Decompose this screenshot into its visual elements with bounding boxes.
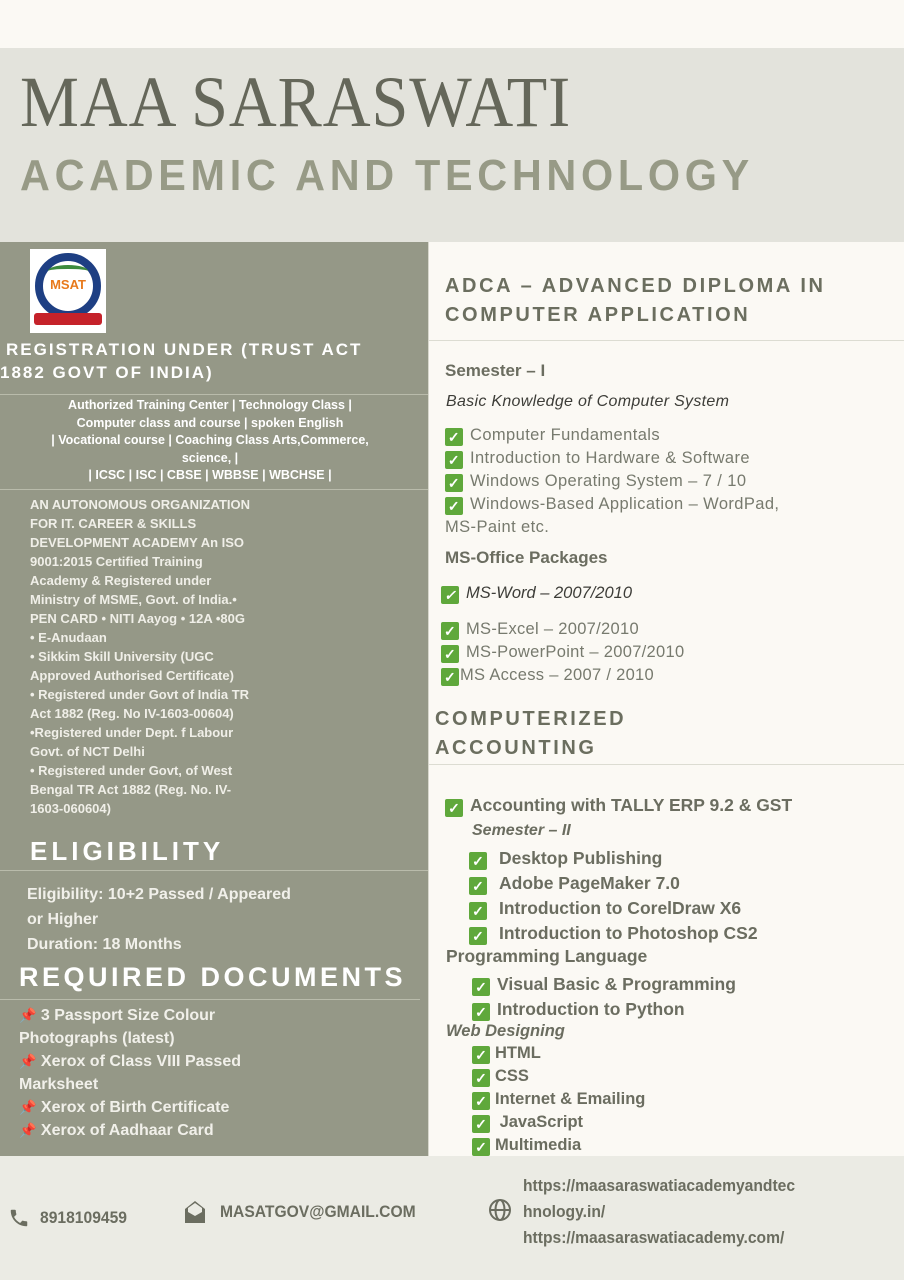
right-panel xyxy=(428,242,904,1156)
list-item: ✓ Visual Basic & Programming xyxy=(472,972,736,997)
left-panel xyxy=(0,242,428,1156)
semester-1-list xyxy=(445,424,865,539)
about-line: 1603-060604) xyxy=(30,801,111,816)
eligibility-line: Duration: 18 Months xyxy=(27,936,182,953)
list-item: ✓ Desktop Publishing xyxy=(469,846,758,871)
pushpin-icon: 📌 xyxy=(19,1122,37,1138)
list-item: ✓ MS-Excel – 2007/2010 xyxy=(441,618,684,641)
adca-line-1: ADCA – ADVANCED DIPLOMA IN xyxy=(445,275,826,297)
check-icon: ✓ xyxy=(441,668,459,686)
tagline-line: | Vocational course | Coaching Class Arts,Commerce, xyxy=(51,433,369,447)
check-icon: ✓ xyxy=(469,902,487,920)
divider xyxy=(0,394,436,395)
page-subtitle: ACADEMIC AND TECHNOLOGY xyxy=(20,151,754,200)
list-item: ✓ Accounting with TALLY ERP 9.2 & GST xyxy=(445,795,792,817)
list-item: 📌 Xerox of Aadhaar Card xyxy=(19,1122,214,1139)
list-item: ✓ Introduction to CorelDraw X6 xyxy=(469,896,758,921)
envelope-icon xyxy=(183,1199,207,1225)
list-item: ✓ CSS xyxy=(472,1065,645,1088)
check-icon: ✓ xyxy=(445,474,463,492)
list-item: ✓ HTML xyxy=(472,1042,645,1065)
check-icon: ✓ xyxy=(472,1046,490,1064)
basic-knowledge-subheading: Basic Knowledge of Computer System xyxy=(446,393,730,410)
check-icon: ✓ xyxy=(441,586,459,604)
ca-line-1: COMPUTERIZED xyxy=(435,708,627,730)
website-links xyxy=(523,1173,795,1251)
about-line: Ministry of MSME, Govt. of India.• xyxy=(30,592,237,607)
list-item-continuation: Photographs (latest) xyxy=(19,1030,175,1047)
semester-2-list xyxy=(469,846,758,946)
about-line: FOR IT. CAREER & SKILLS xyxy=(30,516,197,531)
email-link[interactable]: MASATGOV@GMAIL.COM xyxy=(220,1202,416,1221)
check-icon: ✓ xyxy=(445,497,463,515)
list-item: ✓ MS-Word – 2007/2010 xyxy=(441,584,632,604)
divider xyxy=(429,764,904,765)
page-title: MAA SARASWATI xyxy=(20,62,572,142)
semester-2-heading: Semester – II xyxy=(472,822,571,839)
eligibility-details xyxy=(27,882,387,957)
list-item: ✓ Windows-Based Application – WordPad, xyxy=(445,493,865,516)
list-item: 📌 Xerox of Class VIII Passed xyxy=(19,1053,241,1070)
website-link-1[interactable]: https://maasaraswatiacademyandtec xyxy=(523,1176,796,1195)
web-designing-heading: Web Designing xyxy=(446,1022,565,1040)
check-icon: ✓ xyxy=(441,622,459,640)
list-item: ✓ Introduction to Python xyxy=(472,997,736,1022)
check-icon: ✓ xyxy=(472,1092,490,1110)
tagline-line: | ICSC | ISC | CBSE | WBBSE | WBCHSE | xyxy=(88,468,332,482)
top-margin xyxy=(0,0,904,48)
about-line: • Registered under Govt of India TR xyxy=(30,687,250,702)
programming-list xyxy=(472,972,736,1022)
eligibility-heading: ELIGIBILITY xyxy=(30,836,225,866)
list-item: ✓ Introduction to Photoshop CS2 xyxy=(469,921,758,946)
academy-logo-icon xyxy=(30,249,106,333)
about-line: •Registered under Dept. f Labour xyxy=(30,725,234,740)
about-line: • Sikkim Skill University (UGC xyxy=(30,649,214,664)
adca-line-2: COMPUTER APPLICATION xyxy=(445,304,751,326)
pushpin-icon: 📌 xyxy=(19,1099,37,1115)
about-line: • Registered under Govt, of West xyxy=(30,763,233,778)
list-item: 📌 3 Passport Size Colour xyxy=(19,1007,216,1024)
website-link-2[interactable]: https://maasaraswatiacademy.com/ xyxy=(523,1228,785,1247)
registration-line-2: 1882 GOVT OF INDIA) xyxy=(0,363,214,382)
check-icon: ✓ xyxy=(472,978,490,996)
ms-office-list xyxy=(441,618,684,687)
phone-icon xyxy=(8,1206,30,1230)
registration-line-1: REGISTRATION UNDER (TRUST ACT xyxy=(6,340,363,359)
list-item-continuation: MS-Paint etc. xyxy=(445,518,550,536)
about-line: AN AUTONOMOUS ORGANIZATION xyxy=(30,497,251,512)
about-line: DEVELOPMENT ACADEMY An ISO xyxy=(30,535,245,550)
divider xyxy=(0,870,436,871)
list-item: ✓ JavaScript xyxy=(472,1111,645,1134)
check-icon: ✓ xyxy=(441,645,459,663)
about-line: Govt. of NCT Delhi xyxy=(30,744,145,759)
check-icon: ✓ xyxy=(445,451,463,469)
ms-office-heading: MS-Office Packages xyxy=(445,548,608,567)
divider xyxy=(429,340,904,341)
check-icon: ✓ xyxy=(445,428,463,446)
globe-icon xyxy=(488,1198,512,1222)
divider xyxy=(0,999,420,1000)
list-item: ✓ MS-PowerPoint – 2007/2010 xyxy=(441,641,684,664)
services-tagline xyxy=(12,397,408,485)
semester-1-heading: Semester – I xyxy=(445,361,546,380)
tagline-line: science, | xyxy=(181,450,239,465)
list-item: ✓ MS Access – 2007 / 2010 xyxy=(441,664,684,687)
check-icon: ✓ xyxy=(469,927,487,945)
about-line: Academy & Registered under xyxy=(30,573,212,588)
contact-footer xyxy=(0,1156,904,1280)
about-line: Bengal TR Act 1882 (Reg. No. IV- xyxy=(30,782,232,797)
documents-heading: REQUIRED DOCUMENTS xyxy=(19,962,407,992)
list-item: ✓ Multimedia xyxy=(472,1134,645,1157)
tagline-line: Authorized Training Center | Technology Class | xyxy=(68,398,352,412)
check-icon: ✓ xyxy=(469,877,487,895)
list-item: ✓ Computer Fundamentals xyxy=(445,424,865,447)
pushpin-icon: 📌 xyxy=(19,1007,37,1023)
pushpin-icon: 📌 xyxy=(19,1053,37,1069)
adca-heading xyxy=(445,272,885,330)
programming-heading: Programming Language xyxy=(446,946,648,966)
eligibility-line: or Higher xyxy=(27,911,99,928)
computerized-accounting-heading xyxy=(435,705,626,763)
check-icon: ✓ xyxy=(472,1069,490,1087)
check-icon: ✓ xyxy=(469,852,487,870)
list-item: ✓ Introduction to Hardware & Software xyxy=(445,447,865,470)
check-icon: ✓ xyxy=(472,1115,490,1133)
list-item-continuation: Marksheet xyxy=(19,1076,99,1093)
tagline-line: Computer class and course | spoken English xyxy=(76,415,344,430)
about-line: PEN CARD • NITI Aayog • 12A •80G xyxy=(30,611,245,626)
eligibility-line: Eligibility: 10+2 Passed / Appeared xyxy=(27,886,291,903)
check-icon: ✓ xyxy=(445,799,463,817)
about-line: Approved Authorised Certificate) xyxy=(30,668,234,683)
logo-text: MSAT xyxy=(50,277,86,292)
check-icon: ✓ xyxy=(472,1138,490,1156)
about-line: Act 1882 (Reg. No IV-1603-00604) xyxy=(30,706,234,721)
about-line: • E-Anudaan xyxy=(30,630,107,645)
divider xyxy=(0,489,428,490)
web-designing-list xyxy=(472,1042,645,1157)
about-organization xyxy=(30,495,310,818)
registration-heading xyxy=(0,338,426,384)
list-item: ✓ Adobe PageMaker 7.0 xyxy=(469,871,758,896)
list-item: 📌 Xerox of Birth Certificate xyxy=(19,1099,230,1116)
phone-number[interactable]: 8918109459 xyxy=(40,1208,127,1227)
website-link-1-cont[interactable]: hnology.in/ xyxy=(523,1202,606,1221)
list-item: ✓ Internet & Emailing xyxy=(472,1088,645,1111)
documents-list xyxy=(19,1004,309,1142)
check-icon: ✓ xyxy=(472,1003,490,1021)
about-line: 9001:2015 Certified Training xyxy=(30,554,203,569)
list-item: ✓ Windows Operating System – 7 / 10 xyxy=(445,470,865,493)
ca-line-2: ACCOUNTING xyxy=(435,737,597,759)
